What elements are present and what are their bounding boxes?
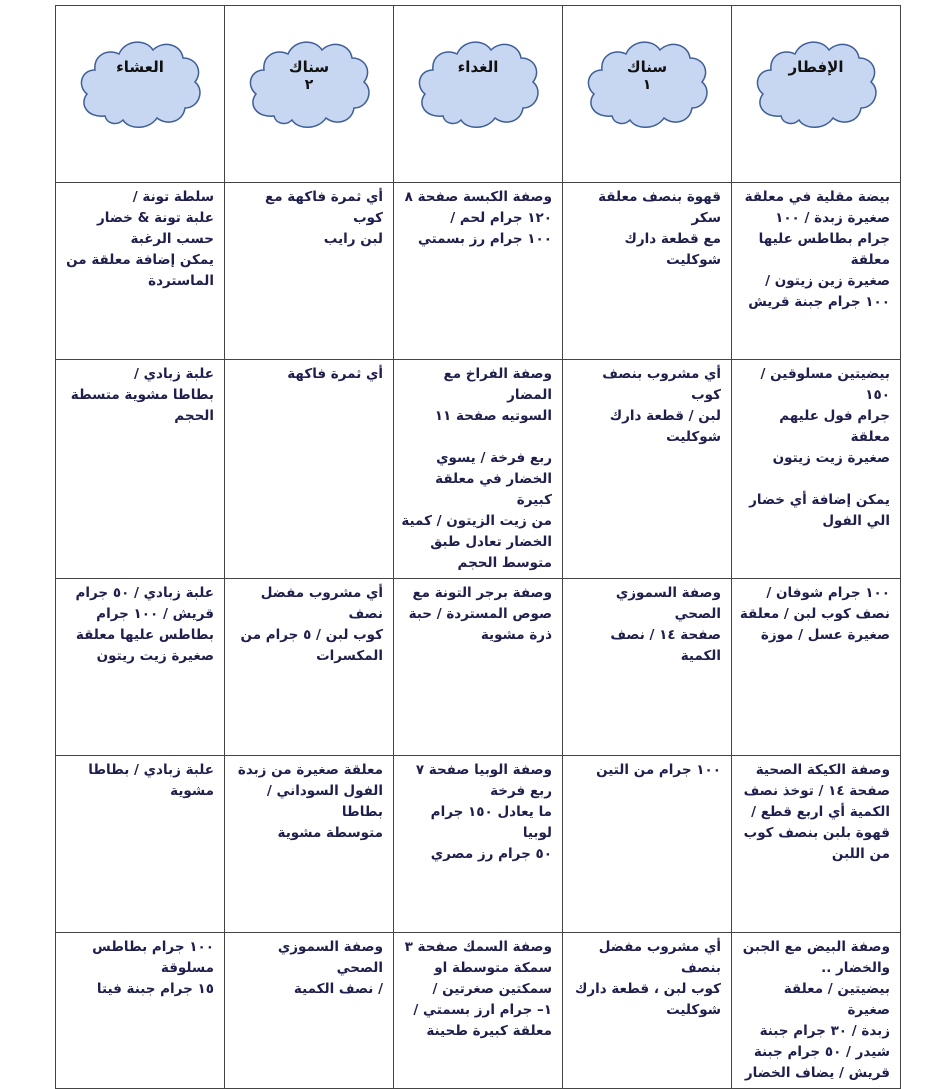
table-cell — [56, 183, 225, 360]
header-label-snack-2: سناك — [288, 58, 330, 76]
cell-text: أي ثمرة فاكهة مع كوب لبن رايب — [264, 189, 383, 247]
header-cell-lunch — [394, 6, 563, 183]
cell-text: ١٠٠ جرام بطاطس مسلوقة ١٥ جرام جبنة فيتا — [92, 939, 214, 997]
cell-text: ١٠٠ جرام من التين — [596, 762, 721, 778]
cloud-icon — [751, 28, 881, 138]
cell-text: أي مشروب بنصف كوب لبن / قطعة دارك شوكليت — [602, 366, 721, 445]
cloud-icon — [75, 28, 205, 138]
header-cell-breakfast — [732, 6, 901, 183]
header-cell-snack-1 — [563, 6, 732, 183]
table-cell — [394, 183, 563, 360]
header-sub-snack-2: ٢ — [304, 77, 314, 93]
table-cell — [563, 360, 732, 579]
table-cell — [225, 183, 394, 360]
table-cell — [225, 933, 394, 1089]
meal-plan-table — [55, 5, 901, 1089]
table-cell — [56, 933, 225, 1089]
cell-text: سلطة تونة / علبة تونة & خضار حسب الرغبة يمكن إضافة معلقة من الماستردة — [66, 189, 214, 289]
cloud-icon — [413, 28, 543, 138]
header-cell-dinner — [56, 6, 225, 183]
cloud-shape — [413, 28, 543, 138]
cell-text: وصفة الوبيا صفحة ٧ ربع فرخة ما يعادل ١٥٠ جرام لوبيا ٥٠ جرام رز مصري — [415, 762, 552, 862]
cloud-shape — [75, 28, 205, 138]
cell-text: وصفة الكيكة الصحية صفحة ١٤ / توخذ نصف الكمية أي اربع قطع / قهوة بلبن بنصف كوب من اللبن — [743, 762, 890, 862]
table-row — [56, 360, 901, 579]
cell-text: معلقة صغيرة من زبدة الفول السوداني / بطاطا متوسطة مشوية — [237, 762, 383, 841]
cloud-shape — [244, 28, 374, 138]
table-cell — [732, 756, 901, 933]
cell-text: وصفة الكبسة صفحة ٨ ١٢٠ جرام لحم / ١٠٠ جرام رز بسمتي — [404, 189, 552, 247]
table-cell — [225, 756, 394, 933]
header-label-lunch: الغداء — [457, 58, 499, 76]
table-cell — [563, 756, 732, 933]
cell-text: بيضة مقلية في معلقة صغيرة زبدة / ١٠٠ جرام بطاطس عليها معلقة صغيرة زين زيتون / ١٠٠ جرام جبنة قريش — [744, 189, 890, 310]
cell-text: وصفة الفراخ مع المضار السوتيه صفحة ١١ ربع فرخة / يسوي الخضار في معلقة كبيرة من زيت الزيتون / كمية الخضار تعادل طبق متوسط الحجم — [401, 366, 552, 571]
cell-text: وصفة السمك صفحة ٣ سمكة متوسطة او سمكتين صغرتين / ١– جرام ارز بسمتي / معلقة كبيرة طحينة — [404, 939, 552, 1039]
cloud-shape — [751, 28, 881, 138]
header-row — [56, 6, 901, 183]
table-cell — [56, 360, 225, 579]
header-sub-snack-1: ١ — [642, 77, 652, 93]
table-row — [56, 933, 901, 1089]
table-cell — [732, 579, 901, 756]
cell-text: وصفة السموزي الصحي / نصف الكمية — [277, 939, 383, 997]
cell-text: وصفة البيض مع الجبن والخضار .. بيضيتين / معلقة صغيرة زبدة / ٣٠ جرام جبنة شيدر / ٥٠ جرام جبنة قريش / يضاف الخضار — [742, 939, 890, 1081]
table-cell — [225, 360, 394, 579]
table-cell — [732, 183, 901, 360]
cell-text: وصفة برجر التونة مع صوص المستردة / حبة ذرة مشوية — [408, 585, 552, 643]
cell-text: وصفة السموزي الصحي صفحة ١٤ / نصف الكمية — [610, 585, 721, 664]
table-cell — [732, 360, 901, 579]
table-row — [56, 579, 901, 756]
table-cell — [563, 579, 732, 756]
cell-text: قهوة بنصف معلقة سكر مع قطعة دارك شوكليت — [598, 189, 721, 268]
cell-text: بيضيتين مسلوقين / ١٥٠ جرام فول عليهم معلقة صغيرة زيت زيتون يمكن إضافة أي خضار الي الفول — [749, 366, 890, 529]
table-cell — [225, 579, 394, 756]
header-label-breakfast: الإفطار — [788, 58, 844, 76]
cell-text: علبة زبادي / ٥٠ جرام قريش / ١٠٠ جرام بطاطس عليها معلقة صغيرة زيت ريتون — [75, 585, 214, 664]
table-cell — [56, 579, 225, 756]
cell-text: أي ثمرة فاكهة — [287, 366, 383, 382]
cell-text: ١٠٠ جرام شوفان / نصف كوب لبن / معلقة صغيرة عسل / موزة — [739, 585, 890, 643]
table-row — [56, 756, 901, 933]
table-cell — [394, 933, 563, 1089]
cloud-shape — [582, 28, 712, 138]
table-cell — [394, 756, 563, 933]
cell-text: أي مشروب مفضل بنصف كوب لبن ، قطعة دارك شوكليت — [574, 939, 721, 1018]
table-cell — [563, 183, 732, 360]
cell-text: أي مشروب مفضل نصف كوب لبن / ٥ جرام من المكسرات — [240, 585, 383, 664]
cell-text: علبة زبادي / بطاطا مشوية — [88, 762, 214, 799]
table-row — [56, 183, 901, 360]
header-cell-snack-2 — [225, 6, 394, 183]
table-cell — [394, 360, 563, 579]
header-label-dinner: العشاء — [116, 58, 164, 76]
table-cell — [563, 933, 732, 1089]
table-cell — [56, 756, 225, 933]
header-label-snack-1: سناك — [626, 58, 668, 76]
cell-text: علبة زبادي / بطاطا مشوية متسطة الحجم — [70, 366, 214, 424]
table-cell — [394, 579, 563, 756]
table-cell — [732, 933, 901, 1089]
